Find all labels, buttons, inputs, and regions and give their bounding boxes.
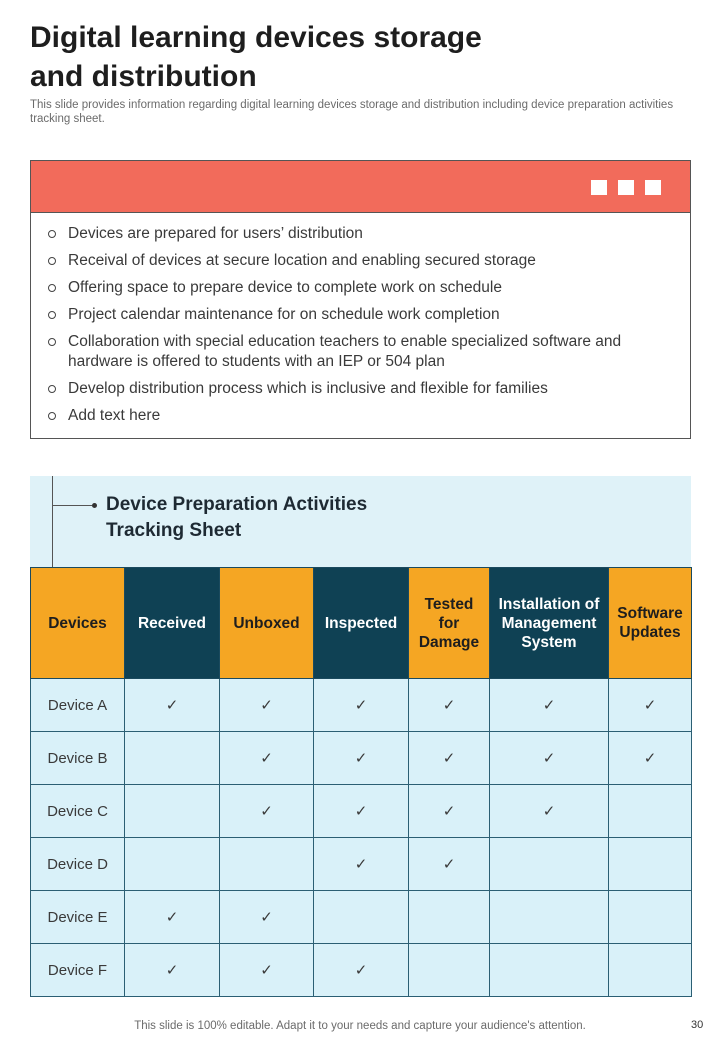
empty-cell [609, 838, 692, 891]
column-header: Software Updates [609, 568, 692, 679]
square-icon [618, 180, 634, 195]
checkmark-icon: ✓ [220, 732, 314, 785]
table-body [31, 679, 692, 997]
bullet-text: Receival of devices at secure location and enabling secured storage [68, 252, 536, 269]
checkmark-icon: ✓ [314, 679, 409, 732]
bullet-text: Develop distribution process which is inclusive and flexible for families [68, 380, 548, 397]
column-header: Tested for Damage [409, 568, 490, 679]
circle-bullet-icon [48, 412, 56, 420]
checkmark-icon: ✓ [125, 891, 220, 944]
bullet-item [48, 305, 670, 325]
checkmark-icon: ✓ [409, 679, 490, 732]
bullet-item [48, 406, 670, 426]
bullet-list [31, 213, 690, 426]
column-header: Devices [31, 568, 125, 679]
circle-bullet-icon [48, 338, 56, 346]
device-name-cell: Device C [31, 785, 125, 838]
bullet-text: Add text here [68, 407, 161, 424]
title-line-2: and distribution [30, 60, 257, 93]
empty-cell [409, 891, 490, 944]
bullet-text: Devices are prepared for users’ distribution [68, 225, 363, 242]
card-header [31, 161, 690, 213]
empty-cell [314, 891, 409, 944]
tracking-table [30, 567, 692, 997]
checkmark-icon: ✓ [409, 785, 490, 838]
device-name-cell: Device B [31, 732, 125, 785]
title-line-1: Digital learning devices storage [30, 21, 482, 54]
device-name-cell: Device D [31, 838, 125, 891]
circle-bullet-icon [48, 385, 56, 393]
checkmark-icon: ✓ [125, 679, 220, 732]
empty-cell [490, 891, 609, 944]
square-icon [591, 180, 607, 195]
tracking-title-line-1: Device Preparation Activities [106, 494, 368, 515]
column-header: Unboxed [220, 568, 314, 679]
bullet-item [48, 224, 670, 244]
checkmark-icon: ✓ [314, 785, 409, 838]
checkmark-icon: ✓ [314, 944, 409, 997]
bullet-item [48, 332, 670, 372]
table-row [31, 838, 692, 891]
device-name-cell: Device F [31, 944, 125, 997]
empty-cell [220, 838, 314, 891]
empty-cell [125, 838, 220, 891]
checkmark-icon: ✓ [490, 679, 609, 732]
circle-bullet-icon [48, 284, 56, 292]
bullet-item [48, 251, 670, 271]
window-dots [591, 180, 661, 195]
checkmark-icon: ✓ [125, 944, 220, 997]
circle-bullet-icon [48, 230, 56, 238]
checkmark-icon: ✓ [490, 785, 609, 838]
table-row [31, 732, 692, 785]
checkmark-icon: ✓ [314, 838, 409, 891]
footer-note: This slide is 100% editable. Adapt it to your needs and capture your audience's attention. [134, 1020, 586, 1032]
column-header: Inspected [314, 568, 409, 679]
checkmark-icon: ✓ [409, 732, 490, 785]
table-header-row [31, 568, 692, 679]
connector-line [52, 505, 92, 506]
checkmark-icon: ✓ [409, 838, 490, 891]
column-header: Received [125, 568, 220, 679]
table-row [31, 785, 692, 838]
table-row [31, 679, 692, 732]
empty-cell [609, 944, 692, 997]
checkmark-icon: ✓ [220, 679, 314, 732]
tracking-title-line-2: Tracking Sheet [106, 520, 242, 541]
checkmark-icon: ✓ [490, 732, 609, 785]
tracking-sheet-title [106, 492, 367, 544]
checkmark-icon: ✓ [220, 891, 314, 944]
empty-cell [490, 838, 609, 891]
bullet-text: Collaboration with special education teachers to enable specialized software and hardware is offered to students with an IEP or 504 plan [68, 333, 622, 370]
bullet-item [48, 278, 670, 298]
bullet-dot-icon [92, 503, 97, 508]
device-name-cell: Device E [31, 891, 125, 944]
empty-cell [125, 785, 220, 838]
bullet-text: Project calendar maintenance for on schedule work completion [68, 306, 500, 323]
table-row [31, 891, 692, 944]
tracking-sheet-header [30, 476, 691, 567]
checkmark-icon: ✓ [314, 732, 409, 785]
page-title [30, 18, 630, 96]
empty-cell [409, 944, 490, 997]
checkmark-icon: ✓ [220, 785, 314, 838]
empty-cell [609, 891, 692, 944]
checkmark-icon: ✓ [220, 944, 314, 997]
empty-cell [125, 732, 220, 785]
checkmark-icon: ✓ [609, 732, 692, 785]
bullet-text: Offering space to prepare device to complete work on schedule [68, 279, 502, 296]
connector-line [52, 476, 53, 567]
empty-cell [490, 944, 609, 997]
info-card [30, 160, 691, 439]
page-subtitle: This slide provides information regarding digital learning devices storage and distribution including device preparation activities tracking sheet. [30, 99, 674, 125]
circle-bullet-icon [48, 311, 56, 319]
checkmark-icon: ✓ [609, 679, 692, 732]
device-name-cell: Device A [31, 679, 125, 732]
empty-cell [609, 785, 692, 838]
column-header: Installation of Management System [490, 568, 609, 679]
table-row [31, 944, 692, 997]
circle-bullet-icon [48, 257, 56, 265]
page-number: 30 [691, 1019, 704, 1031]
bullet-item [48, 379, 670, 399]
square-icon [645, 180, 661, 195]
